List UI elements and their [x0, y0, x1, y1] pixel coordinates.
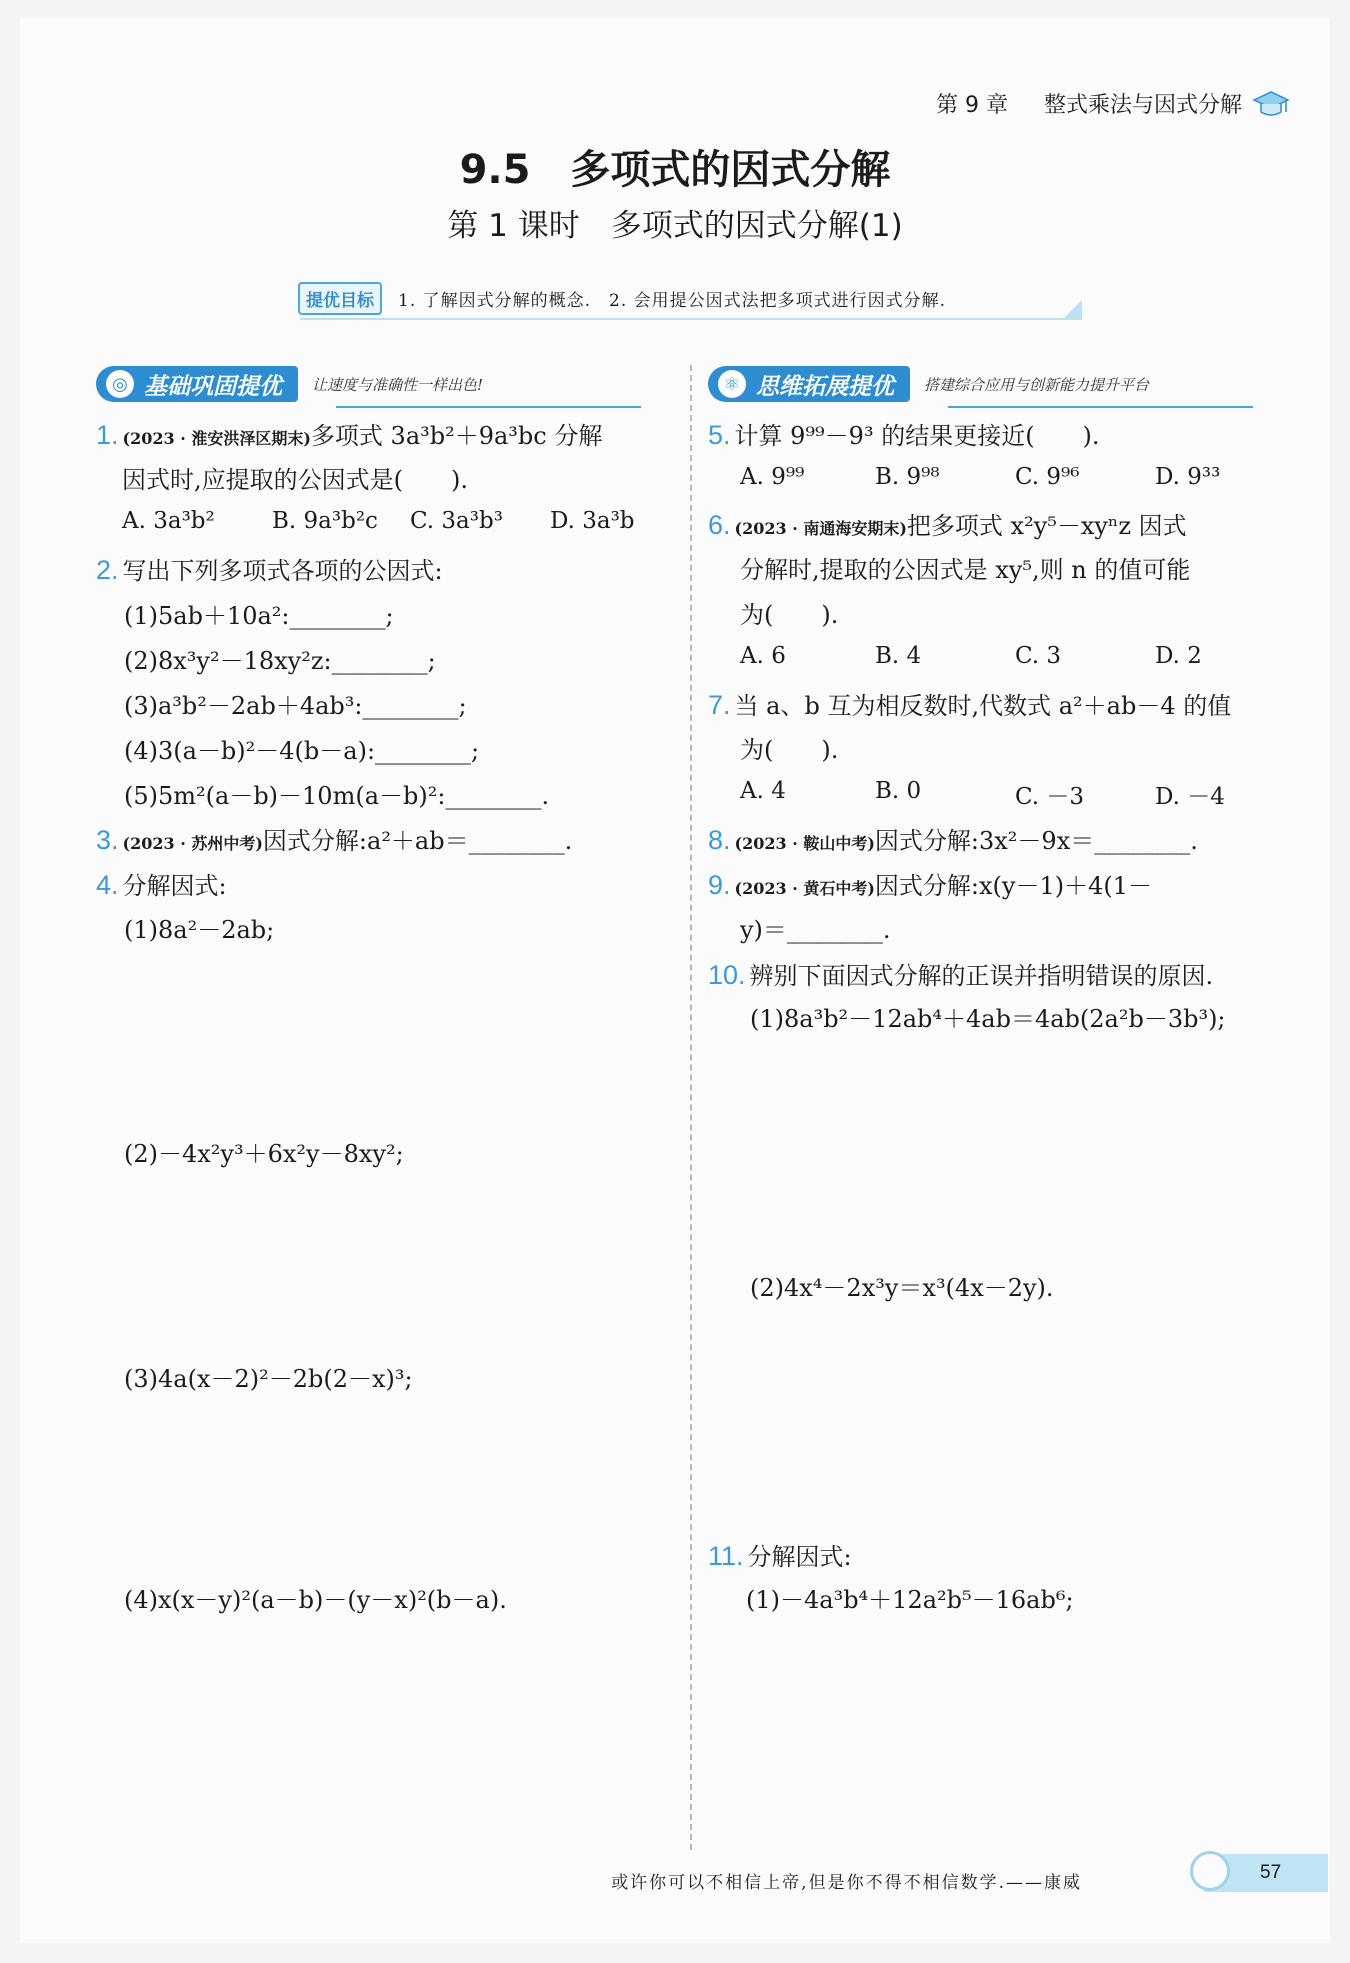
footer-quote: 或许你可以不相信上帝,但是你不得不相信数学.——康威	[611, 1873, 1082, 1893]
column-divider	[690, 365, 692, 1850]
question-number: 7.	[708, 690, 731, 720]
q2-item-4: (4)3(a－b)²－4(b－a):________;	[124, 737, 480, 765]
question-number: 3.	[96, 825, 119, 855]
question-9-line2: y)＝________.	[740, 916, 891, 944]
question-source: (2023 · 黄石中考)	[734, 879, 875, 898]
question-4	[96, 863, 227, 908]
right-section-title: 思维拓展提优	[756, 373, 894, 400]
q2-item-5: (5)5m²(a－b)－10m(a－b)²:________.	[124, 782, 550, 810]
right-section-header	[708, 362, 1253, 408]
question-text: 分解因式:	[122, 872, 227, 900]
option-d: D. －4	[1155, 784, 1225, 810]
lesson-subtitle: 第 1 课时 多项式的因式分解(1)	[447, 208, 903, 244]
question-text: 因式分解:3x²－9x＝________.	[874, 827, 1198, 855]
question-source: (2023 · 鞍山中考)	[734, 834, 875, 853]
q4-item-2: (2)－4x²y³＋6x²y－8xy²;	[124, 1140, 404, 1168]
question-text: 当 a、b 互为相反数时,代数式 a²＋ab－4 的值	[734, 692, 1232, 720]
option-b: B. 0	[875, 778, 922, 804]
question-text: 写出下列多项式各项的公因式:	[122, 557, 443, 585]
question-text: 分解因式:	[747, 1543, 852, 1571]
right-section-subtitle: 搭建综合应用与创新能力提升平台	[924, 375, 1150, 394]
right-section-line	[948, 406, 1253, 408]
option-b: B. 9⁹⁸	[875, 464, 940, 490]
question-text: 辨别下面因式分解的正误并指明错误的原因.	[749, 962, 1214, 990]
question-6	[708, 503, 1187, 551]
option-c: C. －3	[1015, 784, 1085, 810]
question-number: 10.	[708, 960, 746, 990]
question-text: 因式分解:x(y－1)＋4(1－	[874, 872, 1152, 900]
option-d: D. 3a³b	[550, 508, 635, 534]
question-10	[708, 953, 1213, 998]
question-number: 5.	[708, 420, 731, 450]
goal-underline	[300, 318, 1080, 320]
question-1-options	[122, 508, 635, 534]
option-b: B. 9a³b²c	[272, 508, 378, 534]
q2-item-1: (1)5ab＋10a²:________;	[124, 602, 394, 630]
question-5-options	[740, 464, 1220, 490]
q11-item-1: (1)－4a³b⁴＋12a²b⁵－16ab⁶;	[746, 1586, 1074, 1614]
question-8	[708, 818, 1198, 866]
question-number: 1.	[96, 420, 119, 450]
question-1-line2: 因式时,应提取的公因式是( ).	[122, 466, 468, 494]
chapter-number: 第 9 章	[936, 93, 1008, 118]
left-section-title: 基础巩固提优	[144, 373, 282, 400]
q10-item-2: (2)4x⁴－2x³y＝x³(4x－2y).	[750, 1274, 1054, 1302]
question-9	[708, 863, 1152, 911]
section-title: 9.5 多项式的因式分解	[459, 147, 891, 193]
question-6-options	[740, 643, 1202, 669]
learning-goal	[298, 278, 1078, 318]
left-section-badge	[96, 366, 298, 402]
question-number: 6.	[708, 510, 731, 540]
option-a: A. 6	[740, 643, 786, 669]
q4-item-1: (1)8a²－2ab;	[124, 916, 275, 944]
question-1	[96, 413, 602, 461]
question-6-line3: 为( ).	[740, 601, 839, 629]
question-7-line2: 为( ).	[740, 736, 839, 764]
question-source: (2023 · 淮安洪泽区期末)	[122, 429, 311, 448]
option-d: D. 2	[1155, 643, 1202, 669]
question-number: 8.	[708, 825, 731, 855]
option-d: D. 9³³	[1155, 464, 1221, 490]
q4-item-3: (3)4a(x－2)²－2b(2－x)³;	[124, 1365, 413, 1393]
page-number: 57	[1204, 1854, 1328, 1892]
option-c: C. 3	[1015, 643, 1062, 669]
question-source: (2023 · 南通海安期末)	[734, 519, 907, 538]
question-6-line2: 分解时,提取的公因式是 xy⁵,则 n 的值可能	[740, 556, 1191, 584]
question-7-options	[740, 778, 1225, 811]
right-section-badge	[708, 366, 910, 402]
left-section-line	[336, 406, 641, 408]
option-b: B. 4	[875, 643, 922, 669]
question-5	[708, 413, 1100, 458]
option-a: A. 4	[740, 778, 786, 804]
question-2	[96, 548, 443, 593]
q4-item-4: (4)x(x－y)²(a－b)－(y－x)²(b－a).	[124, 1586, 507, 1614]
question-source: (2023 · 苏州中考)	[122, 834, 263, 853]
question-3	[96, 818, 572, 866]
option-a: A. 3a³b²	[122, 508, 215, 534]
question-text: 多项式 3a³b²＋9a³bc 分解	[310, 422, 603, 450]
question-number: 2.	[96, 555, 119, 585]
chapter-header	[936, 88, 1290, 119]
goal-tag: 提优目标	[298, 282, 382, 315]
chapter-title: 整式乘法与因式分解	[1043, 93, 1242, 118]
q2-item-2: (2)8x³y²－18xy²z:________;	[124, 647, 436, 675]
question-number: 9.	[708, 870, 731, 900]
q10-item-1: (1)8a³b²－12ab⁴＋4ab＝4ab(2a²b－3b³);	[750, 1005, 1226, 1033]
graduation-cap-icon	[1252, 90, 1290, 118]
question-number: 4.	[96, 870, 119, 900]
goal-corner-decoration	[1062, 300, 1082, 320]
question-11	[708, 1534, 852, 1579]
target-icon: ◎	[106, 370, 134, 398]
question-text: 因式分解:a²＋ab＝________.	[262, 827, 573, 855]
question-number: 11.	[708, 1541, 744, 1571]
option-a: A. 9⁹⁹	[740, 464, 805, 490]
question-text: 把多项式 x²y⁵－xyⁿz 因式	[906, 512, 1187, 540]
atom-icon: ⚛	[718, 370, 746, 398]
left-section-subtitle: 让速度与准确性一样出色!	[312, 375, 484, 394]
q2-item-3: (3)a³b²－2ab＋4ab³:________;	[124, 692, 467, 720]
option-c: C. 3a³b³	[410, 508, 503, 534]
page-ring-decoration	[1190, 1851, 1230, 1891]
left-section-header	[96, 362, 641, 408]
goal-text: 1. 了解因式分解的概念. 2. 会用提公因式法把多项式进行因式分解.	[398, 290, 947, 311]
question-text: 计算 9⁹⁹－9³ 的结果更接近( ).	[734, 422, 1100, 450]
option-c: C. 9⁹⁶	[1015, 464, 1080, 490]
question-7	[708, 683, 1231, 728]
